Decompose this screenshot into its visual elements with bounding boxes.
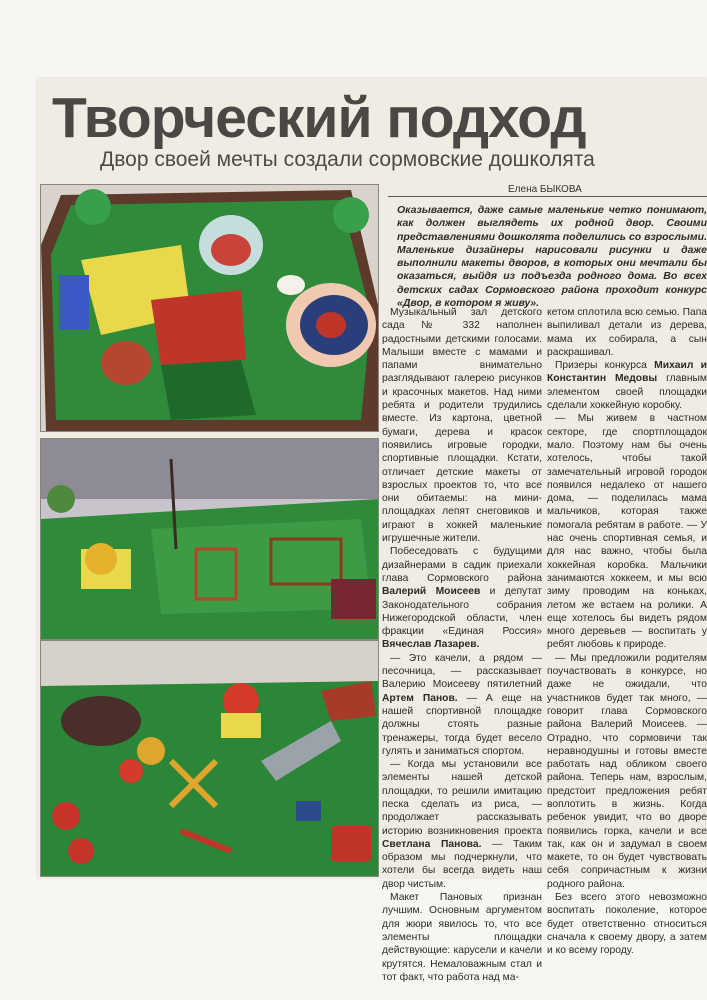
subheadline: Двор своей мечты создали сормовские дошколята — [100, 148, 595, 171]
lead-paragraph: Оказывается, даже самые маленькие четко понимают, как должен выглядеть их родной двор. Своими представлениями дошколята поделились со взрослыми. Маленькие дизайнеры нарисовали рисунки и даже выполнили макеты дворов, в которых они мечтали бы оказаться, выйдя из подъезда родного дома. Во всех детских садах Сормовского района проходит конкурс «Двор, в котором я живу». — [397, 204, 707, 310]
paragraph: кетом сплотила всю семью. Папа выпиливал детали из дерева, мама их собирала, а сын раскрашивал. — [547, 307, 707, 358]
paragraph: — Мы предложили родителям поучаствовать в конкурсе, но даже не ожидали, что участников будет так много, — говорит глава Сормовского района Валерий Моисеев. — Отрадно, что сормовичи так неравнодушны и готовы вместе работать над обликом своего района. Теперь нам, взрослым, предстоит предложения ребят воплотить в жизнь. Когда ребенок увидит, что во дворе появились горка, качели и все так, как он и задумал в своем макете, то он будет чувствовать себя сопричастным к жизни родного района. — [547, 652, 707, 890]
photo-illustration-3 — [41, 641, 378, 876]
photo-playground-model-1 — [40, 184, 379, 432]
photo-playground-model-2 — [40, 438, 379, 640]
photo-playground-model-3 — [40, 640, 379, 877]
paragraph: Макет Пановых признан лучшим. Основным аргументом для жюри явилось то, что все элементы площадки действующие: карусели и качели крутятся. Немаловажным стал и тот факт, что работа над ма- — [382, 892, 542, 983]
headline: Творческий подход — [52, 86, 586, 150]
byline-divider — [388, 196, 707, 197]
paragraph: Без всего этого невозможно воспитать поколение, которое будет ответственно относиться сначала к своему двору, а затем и ко всему городу. — [547, 892, 707, 957]
paragraph: — Когда мы установили все элементы нашей детской площадки, то решили имитацию песка сделать из риса, — продолжает рассказывать историю возникновения проекта Светлана Панова. — Таким образом мы подчеркнули, что хотели бы всегда видеть наш двор чистым. — [382, 759, 542, 890]
author-name: Елена БЫКОВА — [508, 184, 582, 195]
photo-illustration-1 — [41, 185, 378, 431]
photo-illustration-2 — [41, 439, 378, 639]
article-column-1 — [382, 306, 542, 984]
article-column-2 — [547, 306, 707, 958]
paragraph: — Мы живем в частном секторе, где спортплощадок мало. Поэтому нам бы очень хотелось, чтобы такой замечательный игровой городок появился недалеко от нашего дома, — поделилась мама мальчиков, которая также помогала ребятам в работе. — У нас очень спортивная семья, и для нас важно, чтобы была хоккейная коробка. Мальчики занимаются хоккеем, и мы всю зиму проводим на коньках, летом же встаем на ролики. А еще хотелось бы видеть рядом много деревьев — воспитать у ребят любовь к природе. — [547, 413, 707, 651]
paragraph: Музыкальный зал детского сада № 332 наполнен радостными детскими голосами. Малыши вместе с мамами и папами внимательно разглядывают галерею рисунков и красочных макетов. Над ними ребята и родители трудились вместе. Из картона, цветной бумаги, дерева и красок появились игровые городки, спортивные площадки. Кстати, отличает детские макеты от взрослых проектов то, что все они обитаемы: на мини-площадках лепят снеговиков и играют в хоккей маленькие игрушечные жители. — [382, 307, 542, 545]
paragraph: — Это качели, а рядом — песочница, — рассказывает Валерию Моисееву пятилетний Артем Панов. — А еще на нашей спортивной площадке должны стоять разные тренажеры, тогда будет весело гулять и заниматься спортом. — [382, 652, 542, 757]
paragraph: Побеседовать с будущими дизайнерами в садик приехали глава Сормовского района Валерий Моисеев и депутат Законодательного собрания Нижегородской области, член фракции «Единая Россия» Вячеслав Лазарев. — [382, 546, 543, 651]
paragraph: Призеры конкурса Михаил и Константин Медовы главным элементом своей площадки сделали хоккейную коробку. — [547, 360, 707, 412]
